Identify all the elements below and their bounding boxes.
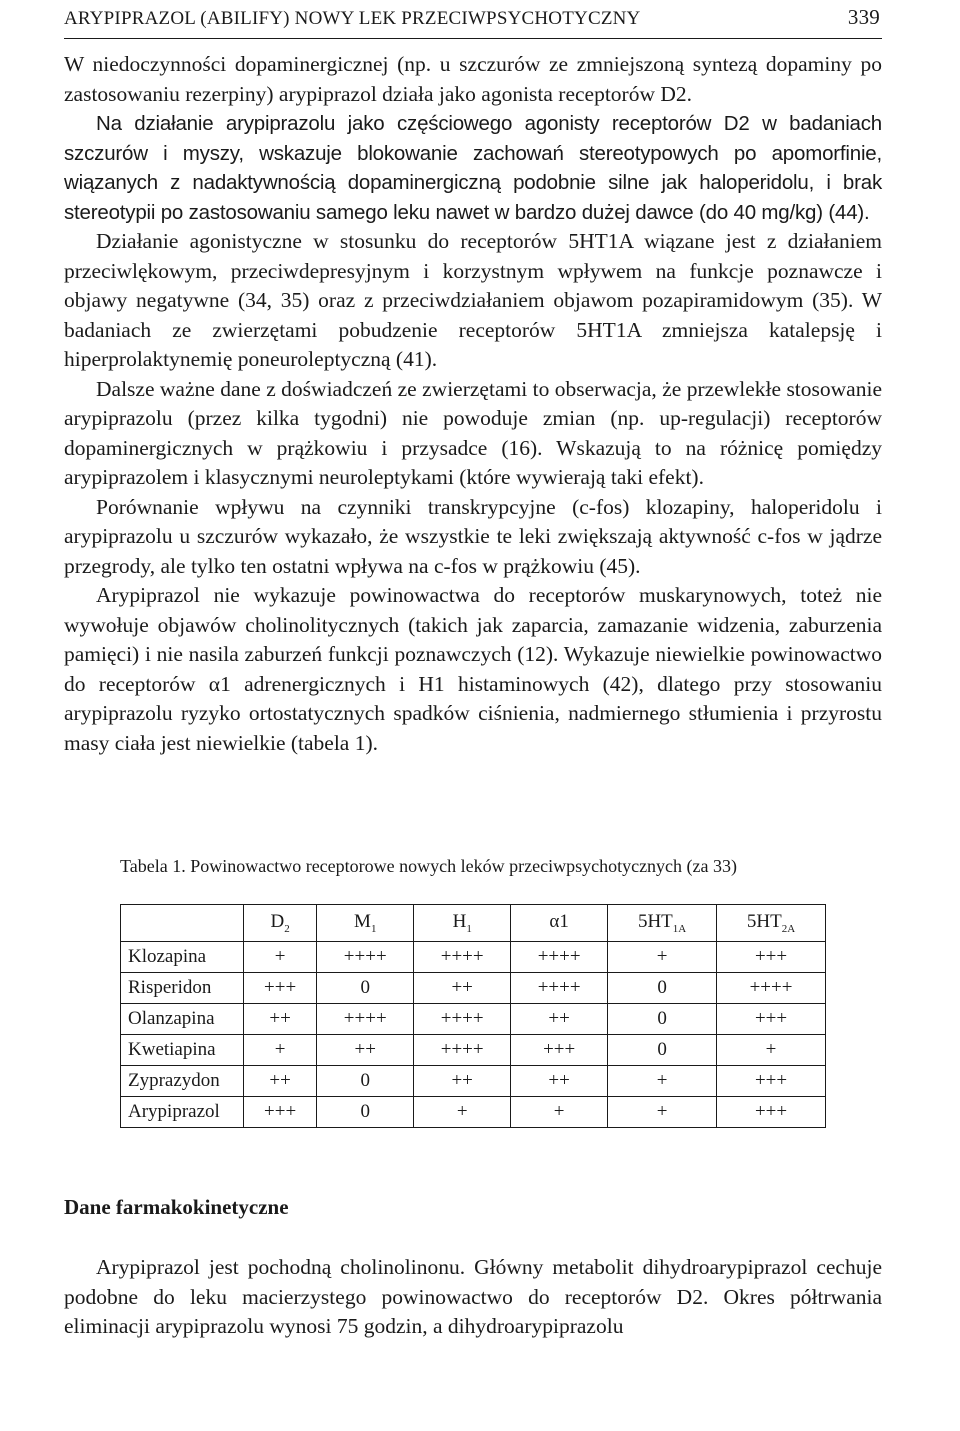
section-heading: Dane farmakokinetyczne xyxy=(64,1195,289,1219)
table-cell: ++ xyxy=(244,1004,317,1035)
running-title: ARYPIPRAZOL (ABILIFY) NOWY LEK PRZECIWPSYCHOTYCZNY xyxy=(64,8,641,29)
body-text xyxy=(64,50,882,758)
table-cell: ++++ xyxy=(414,942,511,973)
drug-name-cell: Arypiprazol xyxy=(121,1097,244,1128)
table-cell: ++ xyxy=(244,1066,317,1097)
table-cell: 0 xyxy=(608,1004,717,1035)
paragraph: Arypiprazol jest pochodną cholinolinonu. Główny metabolit dihydroarypiprazol cechuje podobne do leku macierzystego powinowactwo do receptorów D2. Okres półtrwania eliminacji arypiprazolu wynosi 75 godzin, a dihydroarypiprazolu xyxy=(64,1255,882,1338)
drug-name-cell: Klozapina xyxy=(121,942,244,973)
table-cell: 0 xyxy=(317,1097,414,1128)
paragraph: Porównanie wpływu na czynniki transkrypcyjne (c-fos) klozapiny, haloperidolu i arypiprazolu u szczurów wykazało, że wszystkie te leki zwiększają aktywność c-fos w jądrze przegrody, ale tylko ten ostatni wpływa na c-fos w prążkowiu (45). xyxy=(64,494,882,578)
table-cell: ++++ xyxy=(511,942,608,973)
table-cell: +++ xyxy=(717,1004,826,1035)
table-header-row xyxy=(121,905,826,942)
table-row xyxy=(121,942,826,973)
table-corner-cell xyxy=(121,905,244,942)
drug-name-cell: Olanzapina xyxy=(121,1004,244,1035)
table-cell: + xyxy=(608,942,717,973)
table-row xyxy=(121,1035,826,1066)
table-cell: ++++ xyxy=(511,973,608,1004)
table-cell: ++++ xyxy=(717,973,826,1004)
table-cell: ++ xyxy=(511,1066,608,1097)
table-row xyxy=(121,1066,826,1097)
table-cell: 0 xyxy=(317,973,414,1004)
paragraph: Arypiprazol nie wykazuje powinowactwa do receptorów muskarynowych, toteż nie wywołuje objawów cholinolitycznych (takich jak zaparcia, zamazanie widzenia, zaburzenia pamięci) i nie nasila zaburzeń funkcji poznawczych (12). Wykazuje niewielkie powinowactwo do receptorów α1 adrenergicznych i H1 histaminowych (42), dlatego przy stosowaniu arypiprazolu ryzyko ortostatycznych spadków ciśnienia, nadmiernego stłumienia i przyrostu masy ciała jest niewielkie (tabela 1). xyxy=(64,583,882,755)
page-number: 339 xyxy=(847,5,880,29)
table-cell: 0 xyxy=(608,973,717,1004)
table-cell: ++++ xyxy=(414,1004,511,1035)
paragraph: Działanie agonistyczne w stosunku do receptorów 5HT1A wiązane jest z działaniem przeciwlękowym, przeciwdepresyjnym i korzystnym wpływem na funkcje poznawcze i objawy negatywne (34, 35) oraz z przeciwdziałaniem objawom pozapiramidowym (35). W badaniach ze zwierzętami pobudzenie receptorów 5HT1A zmniejsza katalepsję i hiperprolaktynemię poneuroleptyczną (41). xyxy=(64,229,882,371)
table-cell: +++ xyxy=(244,973,317,1004)
column-header: $M_1$ xyxy=(317,905,414,942)
section-body xyxy=(64,1253,882,1342)
table-cell: + xyxy=(608,1097,717,1128)
drug-name-cell: Zyprazydon xyxy=(121,1066,244,1097)
column-header: α1 xyxy=(511,905,608,942)
table-cell: +++ xyxy=(244,1097,317,1128)
receptor-affinity-table xyxy=(120,904,826,1128)
column-header: $H_1$ xyxy=(414,905,511,942)
paragraph: Dalsze ważne dane z doświadczeń ze zwierzętami to obserwacja, że przewlekłe stosowanie arypiprazolu (przez kilka tygodni) nie powoduje zmian (np. up-regulacji) receptorów dopaminergicznych w prążkowiu i przysadce (16). Wskazują to na różnicę pomiędzy arypiprazolem i klasycznymi neuroleptykami (które wywierają taki efekt). xyxy=(64,376,882,489)
table-cell: +++ xyxy=(717,942,826,973)
column-header: $5HT_{1A}$ xyxy=(608,905,717,942)
table-cell: 0 xyxy=(608,1035,717,1066)
table-cell: + xyxy=(511,1097,608,1128)
table-cell: ++ xyxy=(414,973,511,1004)
paragraph: W niedoczynności dopaminergicznej (np. u szczurów ze zmniejszoną syntezą dopaminy po zastosowaniu rezerpiny) arypiprazol działa jako agonista receptorów D2. xyxy=(64,52,882,106)
table-cell: ++ xyxy=(317,1035,414,1066)
table-cell: 0 xyxy=(317,1066,414,1097)
table-cell: + xyxy=(414,1097,511,1128)
table-cell: ++ xyxy=(511,1004,608,1035)
table-row xyxy=(121,1097,826,1128)
table-cell: ++ xyxy=(414,1066,511,1097)
table-cell: ++++ xyxy=(317,1004,414,1035)
table-cell: +++ xyxy=(717,1097,826,1128)
drug-name-cell: Kwetiapina xyxy=(121,1035,244,1066)
column-header: $5HT_{2A}$ xyxy=(717,905,826,942)
table-cell: ++++ xyxy=(317,942,414,973)
table-cell: ++++ xyxy=(414,1035,511,1066)
table-row xyxy=(121,973,826,1004)
table-caption: Tabela 1. Powinowactwo receptorowe nowych leków przeciwpsychotycznych (za 33) xyxy=(120,856,738,876)
table-cell: +++ xyxy=(511,1035,608,1066)
drug-name-cell: Risperidon xyxy=(121,973,244,1004)
table-cell: + xyxy=(244,942,317,973)
running-header xyxy=(64,4,882,39)
table-row xyxy=(121,1004,826,1035)
table-cell: + xyxy=(244,1035,317,1066)
column-header: $D_2$ xyxy=(244,905,317,942)
table-cell: + xyxy=(717,1035,826,1066)
table-cell: + xyxy=(608,1066,717,1097)
table-cell: +++ xyxy=(717,1066,826,1097)
paragraph: Na działanie arypiprazolu jako częściowego agonisty receptorów D2 w badaniach szczurów i myszy, wskazuje blokowanie zachowań stereotypowych po apomorfinie, wiązanych z nadaktywnością dopaminergiczną podobnie silne jak haloperidolu, i brak stereotypii po zastosowaniu samego leku nawet w bardzo dużej dawce (do 40 mg/kg) (44). xyxy=(64,112,882,224)
